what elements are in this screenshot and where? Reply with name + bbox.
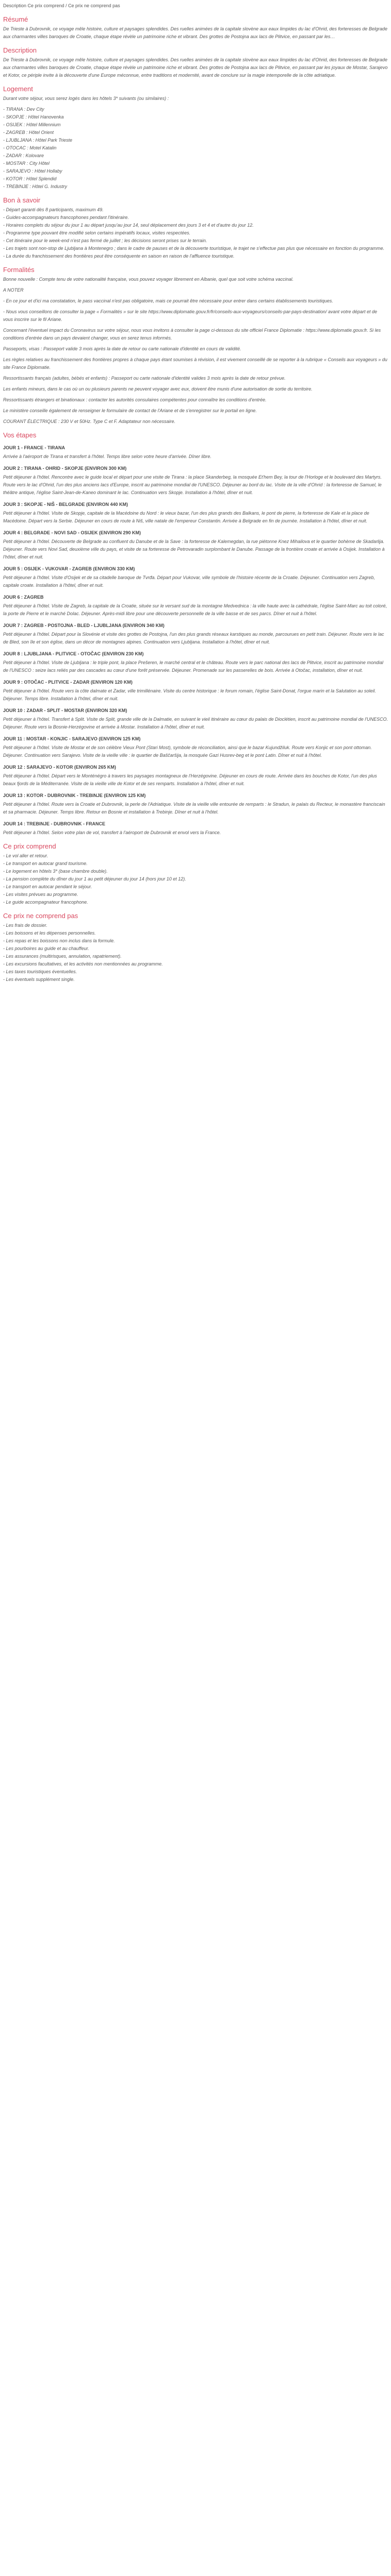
list-item: - Programme type pouvant être modifié selon certains impératifs locaux, visites respectées. bbox=[3, 230, 191, 235]
list-item: - MOSTAR : City Hôtel bbox=[3, 161, 50, 166]
day-text: Petit déjeuner à l'hôtel. Visite de Ljubljana : le triple pont, la place Prešeren, le marché central et le château. Route vers le parc national des lacs de Plitvice, inscrit au patrimoine mondial de l'UNESCO : seize lacs reliés par des cascades au cœur d'une forêt préservée. Déjeuner. Promenade sur les passerelles de bois. Arrivée à Otočac, installation, dîner et nuit. bbox=[3, 660, 383, 673]
list-item: - Le transport en autocar grand tourisme. bbox=[3, 861, 88, 866]
programme-section bbox=[3, 431, 388, 837]
list-item: - OTOCAC : Motel Katalin bbox=[3, 145, 57, 150]
list-item: - ZADAR : Kolovare bbox=[3, 153, 44, 158]
description-title: Description bbox=[3, 46, 37, 54]
day-item bbox=[3, 679, 388, 703]
day-text: Petit déjeuner à l'hôtel. Visite de Skopje, capitale de la Macédoine du Nord : le vieux bazar, l'un des plus grands des Balkans, le pont de pierre, la forteresse de Kale et la place de Macédoine. Départ vers la Serbie. Déjeuner en cours de route à Niš, ville natale de l'empereur Constantin. Arrivée à Belgrade en fin de journée. Installation à l'hôtel, dîner et nuit. bbox=[3, 511, 369, 523]
formalites-note-label: A NOTER bbox=[3, 287, 24, 293]
formalites-text: Le ministère conseille également de renseigner le formulaire de contact de l'Ariane et de s'enregistrer sur le portail en ligne. bbox=[3, 408, 257, 413]
day-item bbox=[3, 792, 388, 816]
formalites-text: - En ce jour et d'ici ma constatation, le pass vaccinal n'est pas obligatoire, mais ce pourrait être nécessaire pour entrer dans certains établissements touristiques. bbox=[3, 298, 333, 303]
day-title: JOUR 6 : ZAGREB bbox=[3, 595, 44, 600]
prix-ne-comprend-section bbox=[3, 911, 388, 984]
day-item bbox=[3, 594, 388, 618]
list-item: - Le transport en autocar pendant le séjour. bbox=[3, 884, 92, 889]
list-item: - Les taxes touristiques éventuelles. bbox=[3, 969, 77, 974]
day-item bbox=[3, 764, 388, 788]
formalites-text: - Nous vous conseillons de consulter la page « Formalités » sur le site https://www.diplomatie.gouv.fr/fr/conseils-aux-voyageurs/conseils-par-pays-destination/ avant votre départ et de vous inscrire sur le fil Ariane. bbox=[3, 309, 378, 322]
day-title: JOUR 14 : TREBINJE - DUBROVNIK - FRANCE bbox=[3, 821, 106, 826]
day-text: Petit déjeuner à l'hôtel. Rencontre avec le guide local et départ pour une visite de Tirana : la place Skanderbeg, la mosquée Et'hem Bey, la tour de l'Horloge et le boulevard des Martyrs. Route vers le lac d'Ohrid, l'un des plus anciens lacs d'Europe, inscrit au patrimoine mondial de l'UNESCO. Déjeuner au bord du lac. Visite de la ville d'Ohrid : la forteresse de Samuel, le théâtre antique, l'église Saint-Jean-de-Kaneo dominant le lac. Continuation vers Skopje. Installation à l'hôtel, dîner et nuit. bbox=[3, 474, 382, 495]
prix-comprend-list bbox=[3, 852, 388, 906]
prix-ne-comprend-title: Ce prix ne comprend pas bbox=[3, 912, 78, 920]
day-text: Petit déjeuner à l'hôtel. Visite de Zagreb, la capitale de la Croatie, située sur le versant sud de la montagne Medvednica : la ville haute avec la cathédrale, l'église Saint-Marc au toit coloré, la porte de Pierre et le marché Dolac. Déjeuner. Après-midi libre pour une découverte personnelle de la ville basse et de ses parcs. Dîner et nuit à l'hôtel. bbox=[3, 603, 387, 616]
list-item: - Cet itinéraire pour le week-end n'est pas fermé de juillet ; les décisions seront prises sur le terrain. bbox=[3, 238, 207, 243]
programme-title: Vos étapes bbox=[3, 431, 37, 439]
formalites-text: Les règles relatives au franchissement des frontières propres à chaque pays étant soumises à révision, il est vivement conseillé de se reporter à la rubrique « Conseils aux voyageurs » du site France Diplomatie. bbox=[3, 357, 387, 370]
formalites-text: Les enfants mineurs, dans le cas où un ou plusieurs parents ne peuvent voyager avec eux, doivent être munis d'une autorisation de sortie du territoire. bbox=[3, 386, 313, 392]
day-title: JOUR 10 : ZADAR - SPLIT - MOSTAR (ENVIRON 320 KM) bbox=[3, 708, 127, 713]
formalites-text: Ressortissants français (adultes, bébés et enfants) : Passeport ou carte nationale d'identité valides 3 mois après la date de retour prévue. bbox=[3, 376, 286, 381]
day-text: Petit déjeuner à l'hôtel. Transfert à Split. Visite de Split, grande ville de la Dalmatie, en suivant le vieil itinéraire au cœur du palais de Dioclétien, inscrit au patrimoine mondial de l'UNESCO. Déjeuner. Route vers la Bosnie-Herzégovine et arrivée à Mostar. Installation à l'hôtel, dîner et nuit. bbox=[3, 717, 388, 730]
day-text: Petit déjeuner à l'hôtel. Départ pour la Slovénie et visite des grottes de Postojna, l'un des plus grands réseaux karstiques au monde, parcourues en petit train. Déjeuner. Route vers le lac de Bled, son île et son église, dans un décor de montagnes alpines. Continuation vers Ljubljana. Installation à l'hôtel, dîner et nuit. bbox=[3, 632, 384, 645]
list-item: - Les excursions facultatives, et les activités non mentionnées au programme. bbox=[3, 961, 163, 967]
list-item: - Les assurances (multirisques, annulation, rapatriement). bbox=[3, 954, 122, 959]
list-item: - Les trajets sont non-stop de Ljubljana à Montenegro ; dans le cadre de pauses et de la découverte touristique, le trajet ne s'effectue pas plus que nécessaire en fonction du programme. bbox=[3, 246, 385, 251]
bon-savoir-list bbox=[3, 206, 388, 260]
bon-savoir-title: Bon à savoir bbox=[3, 196, 41, 204]
list-item: - OSIJEK : Hôtel Millennium bbox=[3, 122, 61, 127]
day-title: JOUR 9 : OTOČAC - PLITVICE - ZADAR (ENVIRON 120 KM) bbox=[3, 680, 133, 685]
description-text: De Trieste à Dubrovnik, ce voyage mêle histoire, culture et paysages splendides. Des ruelles animées de la capitale slovène aux eaux limpides du lac d'Ohrid, des forteresses de Belgrade aux charmantes villes baroques de Croatie, chaque étape révèle un patrimoine riche et vibrant. Des grottes de Postojna aux lacs de Plitvice, en passant par les joyaux de Mostar, Sarajevo et Kotor, ce périple invite à la découverte d'une Europe méconnue, entre traditions et modernité, avant de conclure sur la magie intemporelle de la côte adriatique. bbox=[3, 57, 388, 78]
day-title: JOUR 8 : LJUBLJANA - PLITVICE - OTOČAC (ENVIRON 230 KM) bbox=[3, 651, 144, 656]
day-text: Petit déjeuner à l'hôtel. Selon votre plan de vol, transfert à l'aéroport de Dubrovnik et envol vers la France. bbox=[3, 830, 221, 835]
formalites-text: Bonne nouvelle : Compte tenu de votre nationalité française, vous pouvez voyager librement en Albanie, quel que soit votre schéma vaccinal. bbox=[3, 277, 294, 282]
day-text: Petit déjeuner à l'hôtel. Découverte de Belgrade au confluent du Danube et de la Save : la forteresse de Kalemegdan, la rue piétonne Knez Mihailova et le quartier bohème de Skadarlija. Déjeuner. Route vers Novi Sad, deuxième ville du pays, et visite de sa forteresse de Petrovaradin surplombant le Danube. Passage de la frontière croate et arrivée à Osijek. Installation à l'hôtel, dîner et nuit. bbox=[3, 539, 385, 560]
day-title: JOUR 2 : TIRANA - OHRID - SKOPJE (ENVIRON 300 KM) bbox=[3, 466, 127, 471]
resume-text: De Trieste à Dubrovnik, ce voyage mêle histoire, culture et paysages splendides. Des ruelles animées de la capitale slovène aux eaux limpides du lac d'Ohrid, des forteresses de Belgrade aux charmantes villes baroques de Croatie, chaque étape révèle un patrimoine riche et vibrant. Des grottes de Postojna aux lacs de Plitvice, en passant par les… bbox=[3, 26, 387, 39]
day-item bbox=[3, 707, 388, 731]
list-item: - Les visites prévues au programme. bbox=[3, 892, 78, 897]
day-text: Petit déjeuner à l'hôtel. Route vers la Croatie et Dubrovnik, la perle de l'Adriatique. Visite de la vieille ville entourée de remparts : le Stradun, le palais du Recteur, le monastère franciscain et sa pharmacie. Déjeuner. Temps libre. Retour en Bosnie et installation à Trebinje. Dîner et nuit à l'hôtel. bbox=[3, 802, 385, 815]
formalites-electric: COURANT ÉLECTRIQUE : 230 V et 50Hz. Type C et F. Adaptateur non nécessaire. bbox=[3, 419, 175, 424]
day-title: JOUR 13 : KOTOR - DUBROVNIK - TREBINJE (ENVIRON 125 KM) bbox=[3, 793, 146, 798]
list-item: - Les pourboires au guide et au chauffeur. bbox=[3, 946, 89, 951]
list-item: - Le logement en hôtels 3* (base chambre double). bbox=[3, 869, 108, 874]
list-item: - Horaires complets du séjour du jour 1 au départ jusqu'au jour 14, seul déplacement des jours 3 et 4 et d'autre du jour 12. bbox=[3, 223, 254, 228]
prix-ne-comprend-list bbox=[3, 922, 388, 984]
day-item bbox=[3, 650, 388, 674]
list-item: - LJUBLJANA : Hôtel Park Trieste bbox=[3, 138, 73, 143]
logement-title: Logement bbox=[3, 85, 33, 93]
day-text: Petit déjeuner à l'hôtel. Visite de Mostar et de son célèbre Vieux Pont (Stari Most), symbole de réconciliation, ainsi que le bazar Kujundžiluk. Route vers Konjic et son pont ottoman. Déjeuner. Continuation vers Sarajevo. Visite de la vieille ville : le quartier de Baščaršija, la mosquée Gazi Husrev-beg et le pont Latin. Dîner et nuit à l'hôtel. bbox=[3, 745, 372, 758]
day-item bbox=[3, 565, 388, 589]
hotel-list bbox=[3, 106, 388, 191]
list-item: - Les repas et les boissons non inclus dans la formule. bbox=[3, 938, 115, 943]
list-item: - KOTOR : Hôtel Splendid bbox=[3, 176, 57, 181]
page bbox=[0, 0, 391, 984]
formalites-section bbox=[3, 265, 388, 426]
day-title: JOUR 5 : OSIJEK - VUKOVAR - ZAGREB (ENVIRON 330 KM) bbox=[3, 566, 135, 571]
day-title: JOUR 4 : BELGRADE - NOVI SAD - OSIJEK (ENVIRON 290 KM) bbox=[3, 530, 141, 535]
day-item bbox=[3, 465, 388, 497]
day-title: JOUR 3 : SKOPJE - NIŠ - BELGRADE (ENVIRON 440 KM) bbox=[3, 502, 128, 507]
day-item bbox=[3, 444, 388, 461]
day-item bbox=[3, 735, 388, 759]
list-item: - La durée du franchissement des frontières peut être conséquente en saison en raison de l'affluence touristique. bbox=[3, 253, 235, 259]
list-item: - Départ garanti dès 8 participants, maximum 49. bbox=[3, 207, 104, 212]
day-title: JOUR 12 : SARAJEVO - KOTOR (ENVIRON 265 KM) bbox=[3, 765, 116, 770]
header-note: Description Ce prix comprend / Ce prix ne comprend pas bbox=[3, 3, 120, 8]
day-title: JOUR 1 - FRANCE - TIRANA bbox=[3, 445, 66, 450]
day-text: Petit déjeuner à l'hôtel. Visite d'Osijek et de sa citadelle baroque de Tvrđa. Départ pour Vukovar, ville symbole de l'histoire récente de la Croatie. Déjeuner. Continuation vers Zagreb, capitale croate. Installation à l'hôtel, dîner et nuit. bbox=[3, 575, 375, 588]
prix-comprend-section bbox=[3, 842, 388, 906]
prix-comprend-title: Ce prix comprend bbox=[3, 842, 56, 850]
resume-section bbox=[3, 15, 388, 41]
day-text: Petit déjeuner à l'hôtel. Départ vers le Monténégro à travers les paysages montagneux de l'Herzégovine. Déjeuner en cours de route. Arrivée dans les bouches de Kotor, l'un des plus beaux fjords de la Méditerranée. Visite de la vieille ville de Kotor et de ses remparts. Installation à l'hôtel, dîner et nuit. bbox=[3, 773, 377, 786]
bon-savoir-section bbox=[3, 196, 388, 260]
list-item: - TREBINJE : Hôtel G. Industry bbox=[3, 184, 68, 189]
formalites-text: Ressortissants étrangers et binationaux : contacter les autorités consulaires compétentes pour connaître les conditions d'entrée. bbox=[3, 397, 267, 402]
day-text: Petit déjeuner à l'hôtel. Route vers la côte dalmate et Zadar, ville trimillénaire. Visite du centre historique : le forum romain, l'église Saint-Donat, l'orgue marin et la Salutation au soleil. Déjeuner. Temps libre. Installation à l'hôtel, dîner et nuit. bbox=[3, 688, 376, 701]
day-item bbox=[3, 820, 388, 837]
day-item bbox=[3, 501, 388, 525]
list-item: - SARAJEVO : Hôtel Hollaby bbox=[3, 168, 62, 174]
day-title: JOUR 7 : ZAGREB - POSTOJNA - BLED - LJUBLJANA (ENVIRON 340 KM) bbox=[3, 623, 165, 628]
resume-title: Résumé bbox=[3, 15, 28, 23]
list-item: - Le vol aller et retour. bbox=[3, 853, 48, 858]
list-item: - Les éventuels supplément single. bbox=[3, 977, 75, 982]
formalites-title: Formalités bbox=[3, 266, 35, 274]
list-item: - Guides-accompagnateurs francophones pendant l'itinéraire. bbox=[3, 215, 129, 220]
list-item: - Le guide accompagnateur francophone. bbox=[3, 900, 88, 905]
description-section bbox=[3, 46, 388, 79]
day-title: JOUR 11 : MOSTAR - KONJIC - SARAJEVO (ENVIRON 125 KM) bbox=[3, 736, 141, 741]
list-item: - La pension complète du dîner du jour 1 au petit déjeuner du jour 14 (hors jour 10 et 12). bbox=[3, 876, 186, 882]
formalites-text: Passeports, visas : Passeport valide 3 mois après la date de retour ou carte nationale d'identité en cours de validité. bbox=[3, 346, 241, 351]
formalites-text: Concernant l'éventuel impact du Coronavirus sur votre séjour, nous vous invitons à consulter la page ci-dessous du site officiel France Diplomatie : https://www.diplomatie.gouv.fr. Si les conditions d'entrée dans un pays devaient changer, vous en serez tenus informés. bbox=[3, 328, 381, 341]
list-item: - Les frais de dossier. bbox=[3, 923, 47, 928]
logement-section bbox=[3, 84, 388, 191]
day-item bbox=[3, 622, 388, 646]
list-item: - ZAGREB : Hôtel Orient bbox=[3, 130, 54, 135]
list-item: - Les boissons et les dépenses personnelles. bbox=[3, 930, 96, 936]
logement-intro: Durant votre séjour, vous serez logés dans les hôtels 3* suivants (ou similaires) : bbox=[3, 96, 169, 101]
list-item: - SKOPJE : Hôtel Hanovenka bbox=[3, 114, 64, 120]
list-item: - TIRANA : Dev City bbox=[3, 107, 44, 112]
day-item bbox=[3, 529, 388, 561]
day-text: Arrivée à l'aéroport de Tirana et transfert à l'hôtel. Temps libre selon votre heure d'arrivée. Dîner libre. bbox=[3, 454, 211, 459]
